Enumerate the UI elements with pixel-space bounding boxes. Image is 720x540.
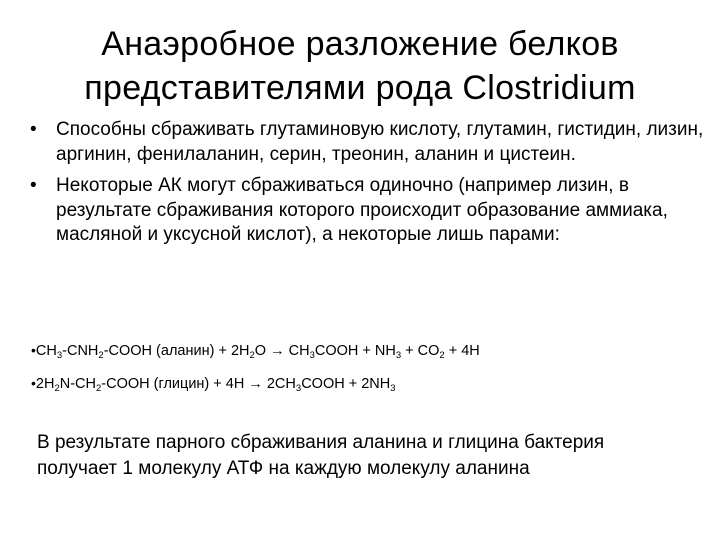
subscript: 3 [390, 383, 396, 394]
subscript: 2 [54, 383, 60, 394]
subscript: 2 [249, 350, 255, 361]
bullet-text: Способны сбраживать глутаминовую кислоту, глутамин, гистидин, лизин, аргинин, фенилаланин, серин, треонин, аланин и цистеин. [56, 119, 704, 165]
equation-text: COOH + 2NH [301, 376, 391, 392]
slide-title [0, 22, 720, 110]
equation-bullet: • [31, 342, 36, 358]
subscript: 2 [98, 350, 104, 361]
title-line-1: Анаэробное разложение белков [101, 25, 619, 63]
equation-text: -COOH (глицин) + 4H → 2CH [101, 376, 296, 392]
subscript: 3 [295, 383, 302, 394]
equation-bullet: • [31, 375, 36, 391]
bullet-dot: • [30, 119, 37, 140]
equation-text: O → CH [254, 343, 310, 359]
equation-text: -COOH (аланин) + 2H [103, 343, 250, 359]
equation-text: -CNH [62, 343, 99, 359]
equation-alanine [31, 340, 701, 361]
subscript: 3 [309, 350, 315, 361]
conclusion-text: В результате парного сбраживания аланина и глицина бактерия получает 1 молекулу АТФ на каждую молекулу аланина [37, 432, 605, 479]
bullet-text: Некоторые АК могут сбраживаться одиночно (например лизин, в результате сбраживания которого происходит образование аммиака, масляной и уксусной кислот), а некоторые лишь парами: [56, 175, 668, 245]
bullet-list [30, 118, 705, 255]
equation-text: N-CH [59, 376, 96, 392]
bullet-item [30, 118, 705, 167]
reaction-equations [31, 340, 701, 406]
subscript: 2 [96, 383, 102, 394]
equation-text: 2H [35, 376, 55, 392]
bullet-dot: • [30, 175, 37, 196]
equation-glycine [31, 373, 701, 394]
subscript: 3 [56, 350, 63, 361]
title-line-2: представителями рода Clostridium [84, 69, 636, 107]
bullet-item [30, 174, 705, 248]
equation-text: COOH + NH [314, 343, 396, 359]
equation-text: + CO [401, 343, 440, 359]
subscript: 3 [395, 350, 402, 361]
equation-text: CH [35, 343, 57, 359]
subscript: 2 [439, 350, 445, 361]
equation-text: + 4H [444, 343, 480, 359]
